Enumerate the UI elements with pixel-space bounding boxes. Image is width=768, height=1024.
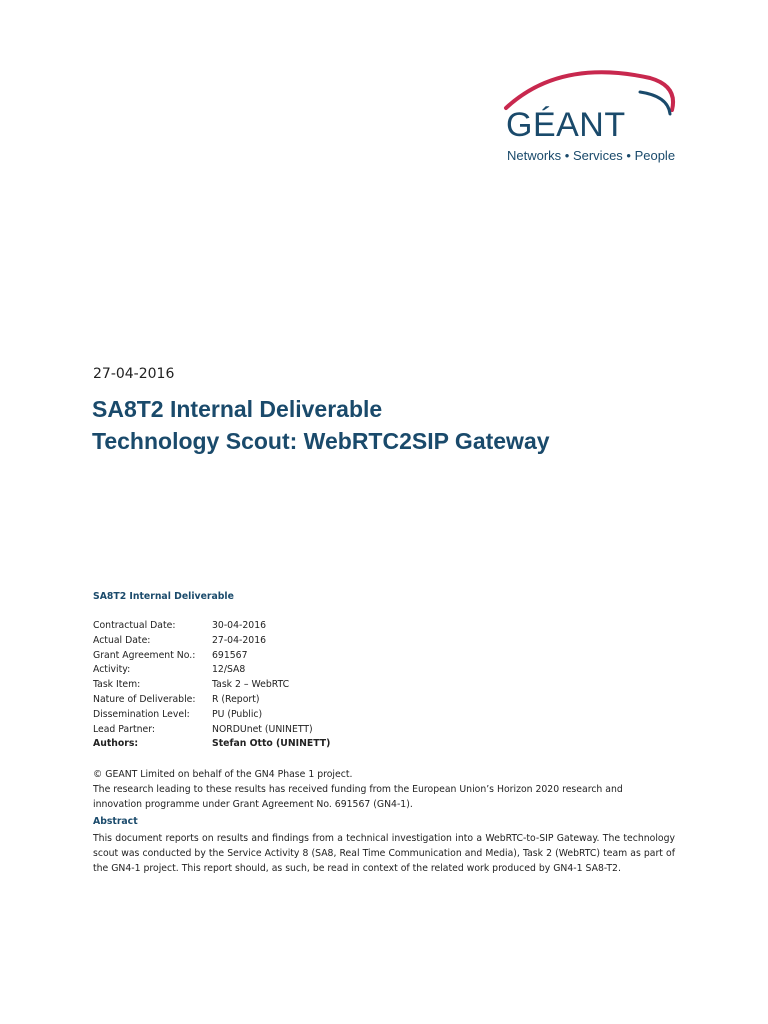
details-key: Dissemination Level: xyxy=(93,708,190,720)
geant-logo xyxy=(500,70,680,170)
details-value: R (Report) xyxy=(212,693,260,705)
deliverable-section-label: SA8T2 Internal Deliverable xyxy=(93,591,234,602)
details-row-authors xyxy=(93,738,330,753)
details-row xyxy=(93,724,330,739)
details-row xyxy=(93,709,330,724)
details-row xyxy=(93,650,330,665)
details-key: Activity: xyxy=(93,664,131,676)
details-key: Nature of Deliverable: xyxy=(93,693,196,705)
abstract-heading: Abstract xyxy=(93,816,138,827)
document-date: 27-04-2016 xyxy=(93,366,175,382)
details-row xyxy=(93,635,330,650)
details-key: Contractual Date: xyxy=(93,620,176,631)
details-key: Authors: xyxy=(93,738,139,750)
details-key: Task Item: xyxy=(93,679,141,691)
details-row xyxy=(93,664,330,679)
deliverable-details-table xyxy=(93,620,330,753)
copyright-notice xyxy=(93,767,633,812)
details-value: 12/SA8 xyxy=(212,664,246,676)
details-value: PU (Public) xyxy=(212,708,263,720)
details-value: Task 2 – WebRTC xyxy=(212,679,290,691)
document-title-line1: SA8T2 Internal Deliverable xyxy=(92,396,383,422)
copyright-line: © GEANT Limited on behalf of the GN4 Phase 1 project. xyxy=(93,769,353,780)
details-value: 27-04-2016 xyxy=(212,634,267,646)
document-title-line2: Technology Scout: WebRTC2SIP Gateway xyxy=(92,428,550,454)
details-row xyxy=(93,679,330,694)
details-value: 691567 xyxy=(212,649,248,661)
details-key: Actual Date: xyxy=(93,634,151,646)
logo-wordmark: GÉANT xyxy=(506,106,626,144)
details-key: Grant Agreement No.: xyxy=(93,649,196,661)
details-key: Lead Partner: xyxy=(93,723,156,735)
details-value: 30-04-2016 xyxy=(212,620,267,631)
details-row xyxy=(93,620,330,635)
details-value: NORDUnet (UNINETT) xyxy=(212,723,313,735)
funding-statement: The research leading to these results has received funding from the European Union’s Horizon 2020 research and innovation programme under Grant Agreement No. 691567 (GN4-1). xyxy=(93,784,623,810)
details-row xyxy=(93,694,330,709)
details-value: Stefan Otto (UNINETT) xyxy=(212,738,331,750)
abstract-text: This document reports on results and findings from a technical investigation into a WebRTC-to-SIP Gateway. The technology scout was conducted by the Service Activity 8 (SA8, Real Time Communication and Media), Task 2 (WebRTC) team as part of the GN4-1 project. This report should, as such, be read in context of the related work produced by GN4-1 SA8-T2. xyxy=(93,833,675,874)
logo-tagline: Networks • Services • People xyxy=(507,148,676,163)
